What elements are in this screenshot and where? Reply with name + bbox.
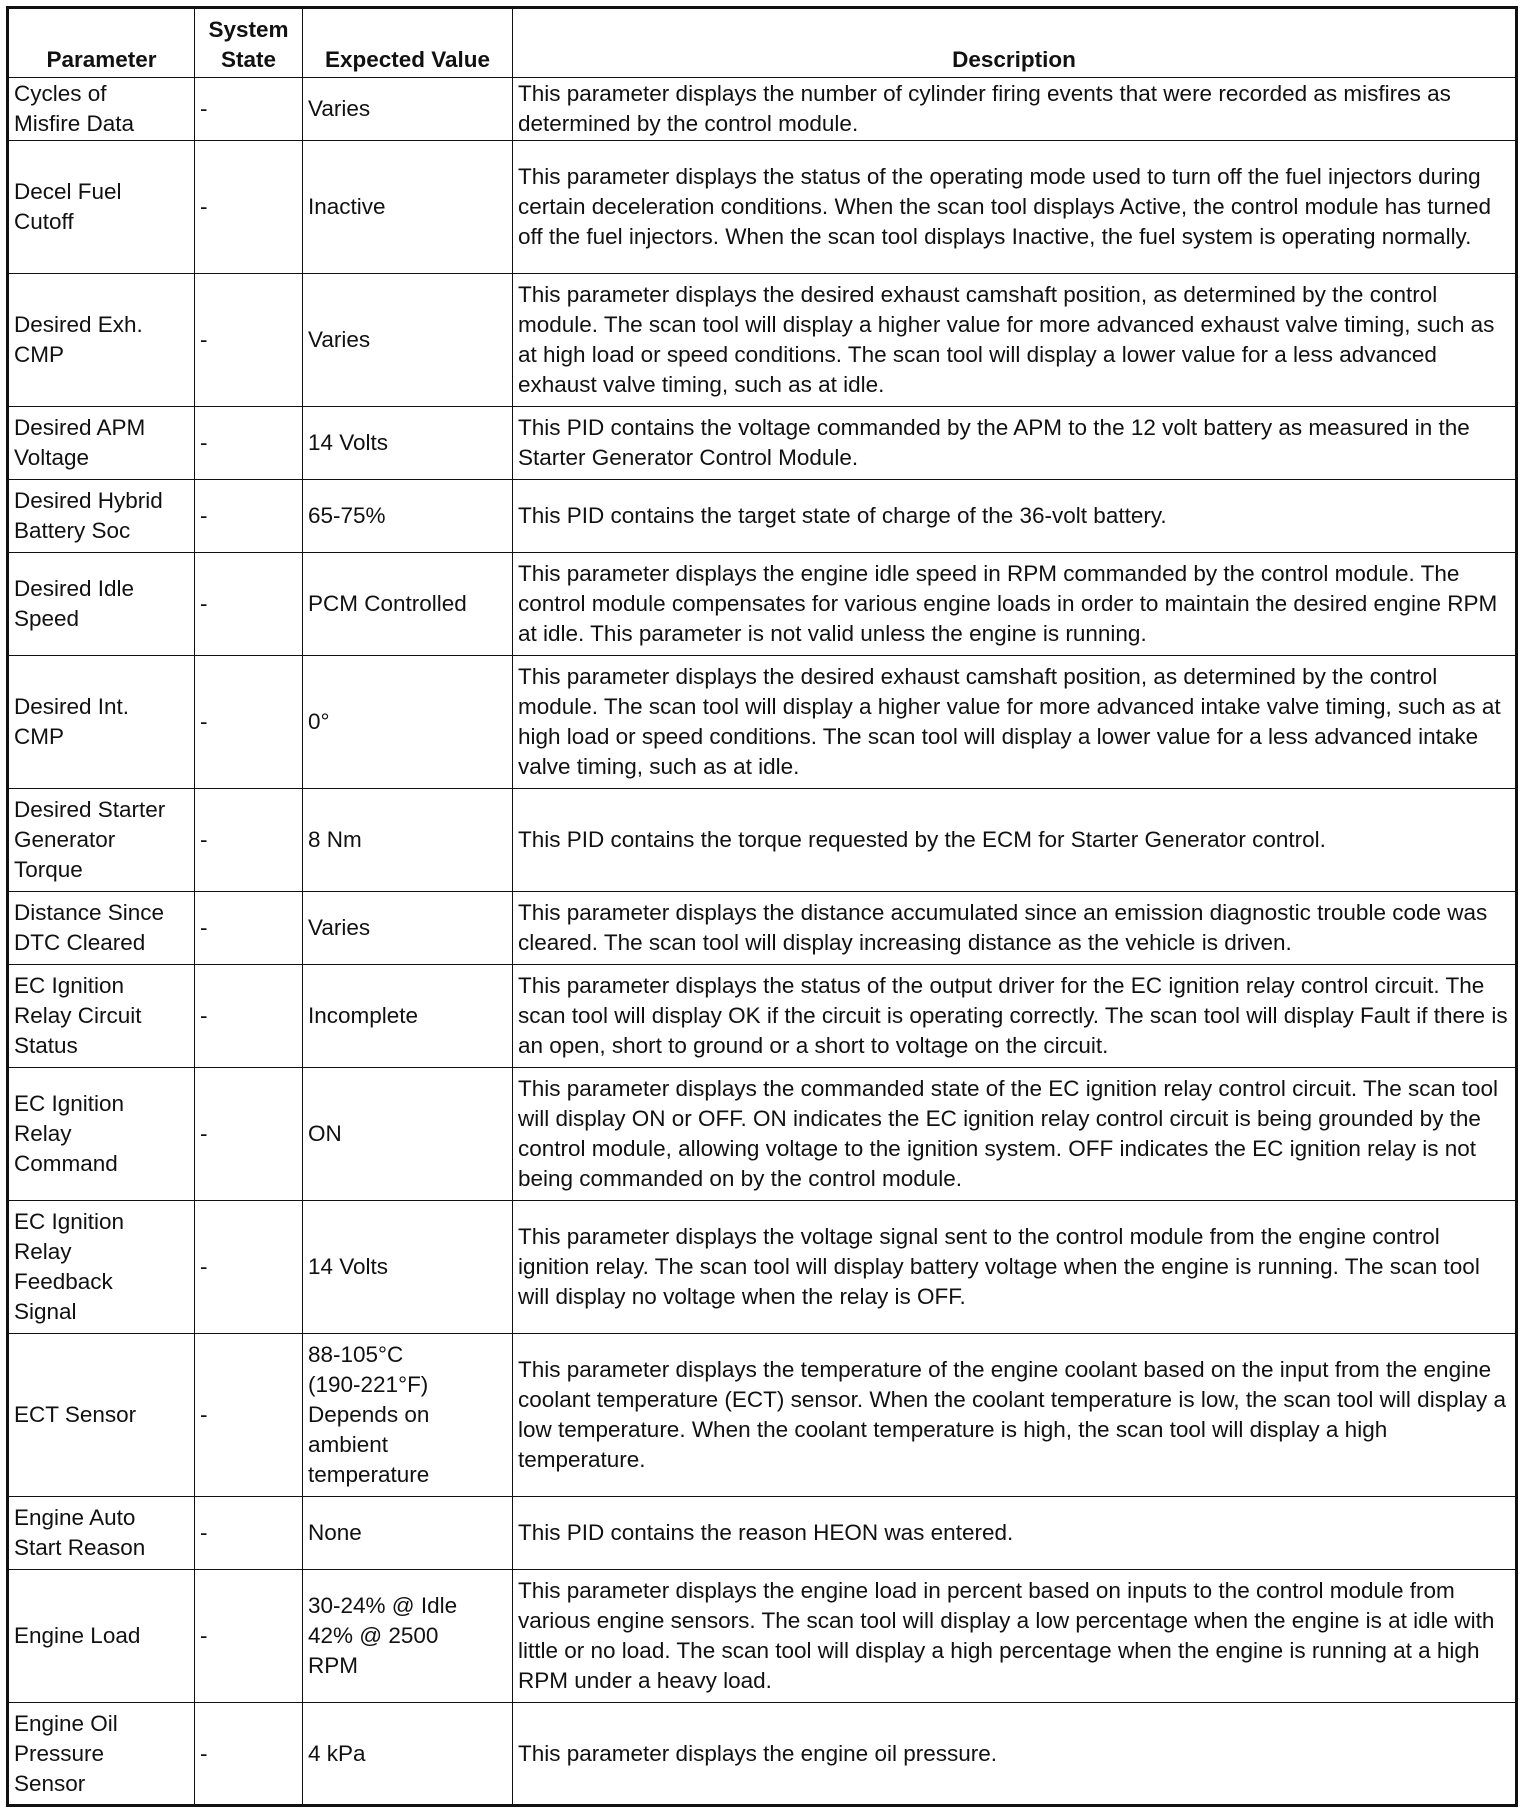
cell-expected-value: Varies [303,892,513,965]
cell-parameter: Cycles of Misfire Data [8,78,195,141]
cell-expected-value: Varies [303,274,513,407]
cell-parameter: Engine Load [8,1570,195,1703]
cell-parameter: EC Ignition Relay Command [8,1068,195,1201]
table-row [8,480,1517,553]
cell-description: This parameter displays the temperature of the engine coolant based on the input from the engine coolant temperature (ECT) sensor. When the coolant temperature is low, the scan tool will display a low temperature. When the coolant temperature is high, the scan tool will display a high temperature. [513,1334,1517,1497]
cell-system-state: - [195,1497,303,1570]
cell-expected-value: Inactive [303,141,513,274]
parameter-table [6,6,1518,1807]
table-row [8,1201,1517,1334]
table-row [8,1570,1517,1703]
cell-parameter: Engine Auto Start Reason [8,1497,195,1570]
cell-system-state: - [195,656,303,789]
cell-description: This PID contains the target state of charge of the 36-volt battery. [513,480,1517,553]
cell-expected-value: Incomplete [303,965,513,1068]
header-row [8,8,1517,78]
table-row [8,1703,1517,1806]
table-row [8,892,1517,965]
cell-description: This PID contains the reason HEON was entered. [513,1497,1517,1570]
cell-description: This parameter displays the engine idle speed in RPM commanded by the control module. The control module compensates for various engine loads in order to maintain the desired engine RPM at idle. This parameter is not valid unless the engine is running. [513,553,1517,656]
cell-parameter: Distance Since DTC Cleared [8,892,195,965]
cell-description: This parameter displays the voltage signal sent to the control module from the engine control ignition relay. The scan tool will display battery voltage when the engine is running. The scan tool will display no voltage when the relay is OFF. [513,1201,1517,1334]
header-description: Description [513,8,1517,78]
header-expected-value: Expected Value [303,8,513,78]
cell-description: This parameter displays the number of cylinder firing events that were recorded as misfires as determined by the control module. [513,78,1517,141]
table-row [8,1068,1517,1201]
cell-expected-value: 8 Nm [303,789,513,892]
cell-parameter: Desired Starter Generator Torque [8,789,195,892]
cell-system-state: - [195,480,303,553]
cell-expected-value: 14 Volts [303,407,513,480]
cell-expected-value: Varies [303,78,513,141]
table-row [8,1497,1517,1570]
table-row [8,1334,1517,1497]
table-row [8,407,1517,480]
cell-parameter: Decel Fuel Cutoff [8,141,195,274]
cell-expected-value: 88-105°C (190-221°F) Depends on ambient temperature [303,1334,513,1497]
cell-parameter: EC Ignition Relay Feedback Signal [8,1201,195,1334]
cell-expected-value: 0° [303,656,513,789]
cell-parameter: Engine Oil Pressure Sensor [8,1703,195,1806]
cell-system-state: - [195,407,303,480]
table-row [8,274,1517,407]
table-row [8,789,1517,892]
table-row [8,78,1517,141]
table-row [8,141,1517,274]
cell-parameter: Desired Hybrid Battery Soc [8,480,195,553]
table-row [8,553,1517,656]
table-row [8,965,1517,1068]
header-parameter: Parameter [8,8,195,78]
cell-description: This PID contains the torque requested by the ECM for Starter Generator control. [513,789,1517,892]
cell-parameter: Desired Exh. CMP [8,274,195,407]
cell-system-state: - [195,789,303,892]
cell-expected-value: 30-24% @ Idle 42% @ 2500 RPM [303,1570,513,1703]
cell-parameter: Desired Int. CMP [8,656,195,789]
cell-system-state: - [195,1201,303,1334]
cell-system-state: - [195,892,303,965]
cell-expected-value: PCM Controlled [303,553,513,656]
cell-description: This PID contains the voltage commanded by the APM to the 12 volt battery as measured in the Starter Generator Control Module. [513,407,1517,480]
cell-description: This parameter displays the engine oil pressure. [513,1703,1517,1806]
cell-description: This parameter displays the engine load in percent based on inputs to the control module from various engine sensors. The scan tool will display a low percentage when the engine is at idle with little or no load. The scan tool will display a high percentage when the engine is running at a high RPM under a heavy load. [513,1570,1517,1703]
cell-system-state: - [195,553,303,656]
cell-expected-value: 14 Volts [303,1201,513,1334]
cell-expected-value: None [303,1497,513,1570]
cell-expected-value: 4 kPa [303,1703,513,1806]
cell-parameter: Desired Idle Speed [8,553,195,656]
cell-system-state: - [195,274,303,407]
cell-system-state: - [195,1703,303,1806]
cell-description: This parameter displays the status of the operating mode used to turn off the fuel injectors during certain deceleration conditions. When the scan tool displays Active, the control module has turned off the fuel injectors. When the scan tool displays Inactive, the fuel system is operating normally. [513,141,1517,274]
cell-parameter: ECT Sensor [8,1334,195,1497]
cell-parameter: Desired APM Voltage [8,407,195,480]
cell-system-state: - [195,1334,303,1497]
cell-expected-value: 65-75% [303,480,513,553]
cell-description: This parameter displays the distance accumulated since an emission diagnostic trouble code was cleared. The scan tool will display increasing distance as the vehicle is driven. [513,892,1517,965]
cell-system-state: - [195,1570,303,1703]
cell-system-state: - [195,965,303,1068]
cell-description: This parameter displays the status of the output driver for the EC ignition relay control circuit. The scan tool will display OK if the circuit is operating correctly. The scan tool will display Fault if there is an open, short to ground or a short to voltage on the circuit. [513,965,1517,1068]
cell-description: This parameter displays the desired exhaust camshaft position, as determined by the control module. The scan tool will display a higher value for more advanced intake valve timing, such as at high load or speed conditions. The scan tool will display a lower value for a less advanced intake valve timing, such as at idle. [513,656,1517,789]
cell-description: This parameter displays the desired exhaust camshaft position, as determined by the control module. The scan tool will display a higher value for more advanced exhaust valve timing, such as at high load or speed conditions. The scan tool will display a lower value for a less advanced exhaust valve timing, such as at idle. [513,274,1517,407]
cell-expected-value: ON [303,1068,513,1201]
cell-system-state: - [195,1068,303,1201]
cell-system-state: - [195,78,303,141]
cell-system-state: - [195,141,303,274]
cell-description: This parameter displays the commanded state of the EC ignition relay control circuit. The scan tool will display ON or OFF. ON indicates the EC ignition relay control circuit is being grounded by the control module, allowing voltage to the ignition system. OFF indicates the EC ignition relay is not being commanded on by the control module. [513,1068,1517,1201]
table-row [8,656,1517,789]
cell-parameter: EC Ignition Relay Circuit Status [8,965,195,1068]
header-system-state: System State [195,8,303,78]
